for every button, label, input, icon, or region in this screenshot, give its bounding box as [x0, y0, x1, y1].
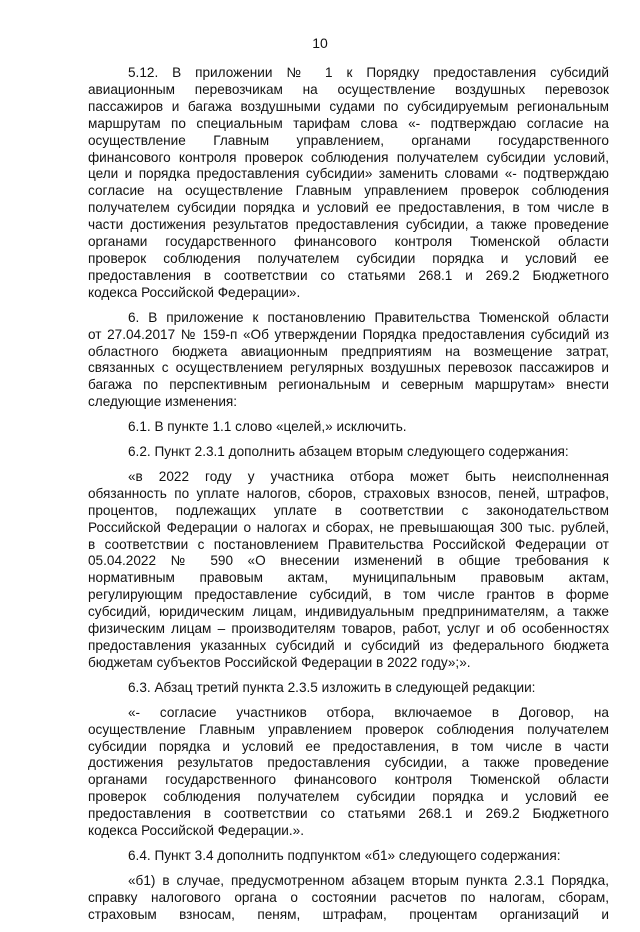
- paragraph-p-quote-2: [88, 705, 609, 840]
- text-line: кодекса Российской Федерации.».: [88, 823, 305, 839]
- text-line: согласие на осуществление Главным управлением проверок соблюдения: [88, 183, 609, 199]
- text-line: предоставления в соответствии со статьями 268.1 и 269.2 Бюджетного: [88, 806, 609, 822]
- paragraph-p-6: [88, 310, 609, 411]
- paragraph-p-6-4: [88, 848, 609, 865]
- paragraph-p-6-1: [88, 419, 609, 436]
- text-line: страховым взносам, пеням, штрафам, процентам организаций и: [88, 906, 609, 922]
- text-line: получателем субсидии порядка и условий ее предоставления, в том числе в: [88, 200, 609, 216]
- text-line: осуществление Главным управлением, органами государственного: [88, 132, 609, 148]
- text-line: 6.3. Абзац третий пункта 2.3.5 изложить в следующей редакции:: [128, 679, 536, 695]
- text-line: регулирующим предоставление субсидий, в том числе грантов в форме: [88, 587, 609, 603]
- text-line: кодекса Российской Федерации».: [88, 284, 301, 300]
- text-line: 05.04.2022 № 590 «О внесении изменений в общие требования к: [88, 553, 609, 569]
- text-line: субсидий, юридическим лицам, индивидуальным предпринимателям, а также: [88, 604, 609, 620]
- text-line: физическим лицам – производителям товаров, работ, услуг и об особенностях: [88, 621, 609, 637]
- text-line: багажа по перспективным региональным и северным маршрутам» внести: [88, 377, 609, 393]
- text-line: маршрутам по специальным тарифам слова «- подтверждаю согласие на: [88, 115, 609, 131]
- text-line: 6.2. Пункт 2.3.1 дополнить абзацем вторым следующего содержания:: [128, 444, 569, 460]
- paragraph-p-quote-1: [88, 469, 609, 672]
- text-line: в соответствии с постановлением Правительства Российской Федерации от: [88, 536, 609, 552]
- text-line: 5.12. В приложении № 1 к Порядку предоставления субсидий: [128, 65, 609, 80]
- text-line: авиационным перевозчикам на осуществление воздушных перевозок: [88, 81, 609, 97]
- text-line: проверок соблюдения получателем субсидии порядка и условий ее: [88, 250, 609, 266]
- text-line: областного бюджета авиационным предприятиям на возмещение затрат,: [88, 343, 609, 359]
- text-line: Российской Федерации о налогах и сборах, не превышающая 300 тыс. рублей,: [88, 519, 609, 535]
- paragraph-p-6-3: [88, 680, 609, 697]
- text-line: «- согласие участников отбора, включаемое в Договор, на: [128, 704, 609, 720]
- text-line: обязанность по уплате налогов, сборов, страховых взносов, пеней, штрафов,: [88, 485, 609, 501]
- text-line: нормативным правовым актам, муниципальным правовым актам,: [88, 570, 609, 586]
- text-line: субсидии порядка и условий ее предоставления, в том числе в части: [88, 738, 609, 754]
- text-line: «б1) в случае, предусмотренном абзацем вторым пункта 2.3.1 Порядка,: [128, 872, 609, 888]
- text-line: «в 2022 году у участника отбора может быть неисполненная: [128, 468, 609, 484]
- text-line: части достижения результатов предоставления субсидии, а также проведение: [88, 217, 609, 233]
- text-line: следующие изменения:: [88, 394, 238, 410]
- text-line: пассажиров и багажа воздушными судами по субсидируемым региональным: [88, 98, 609, 114]
- text-line: бюджетам субъектов Российской Федерации в 2022 году»;».: [88, 654, 471, 670]
- text-line: финансового контроля проверок соблюдения получателем субсидии условий,: [88, 149, 609, 165]
- text-line: связанных с осуществлением регулярных воздушных перевозок пассажиров и: [88, 360, 609, 376]
- text-line: предоставления в соответствии со статьями 268.1 и 269.2 Бюджетного: [88, 267, 609, 283]
- text-line: 6.1. В пункте 1.1 слово «целей,» исключить.: [128, 419, 407, 435]
- text-line: 6. В приложение к постановлению Правительства Тюменской области: [128, 309, 609, 325]
- text-line: осуществление Главным управлением проверок соблюдения получателем: [88, 721, 609, 737]
- text-line: органами государственного финансового контроля Тюменской области: [88, 234, 609, 250]
- paragraph-p-b1: [88, 873, 609, 924]
- page-number: 10: [312, 35, 328, 51]
- text-line: от 27.04.2017 № 159-п «Об утверждении Порядка предоставления субсидий из: [88, 326, 609, 342]
- text-line: достижения результатов предоставления субсидии, а также проведение: [88, 755, 609, 771]
- text-line: проверок соблюдения получателем субсидии порядка и условий ее: [88, 789, 609, 805]
- text-line: предоставления указанных субсидий и субсидий из федерального бюджета: [88, 638, 609, 653]
- paragraph-p-5-12: [88, 65, 609, 302]
- text-line: 6.4. Пункт 3.4 дополнить подпунктом «б1» следующего содержания:: [128, 847, 561, 863]
- paragraph-p-6-2: [88, 444, 609, 461]
- document-body: [88, 65, 609, 932]
- text-line: процентов, подлежащих уплате в соответствии с законодательством: [88, 502, 609, 518]
- text-line: органами государственного финансового контроля Тюменской области: [88, 772, 609, 788]
- text-line: цели и порядка предоставления субсидии» заменить словами «- подтверждаю: [88, 166, 609, 182]
- text-line: справку налогового органа о состоянии расчетов по налогам, сборам,: [88, 889, 609, 905]
